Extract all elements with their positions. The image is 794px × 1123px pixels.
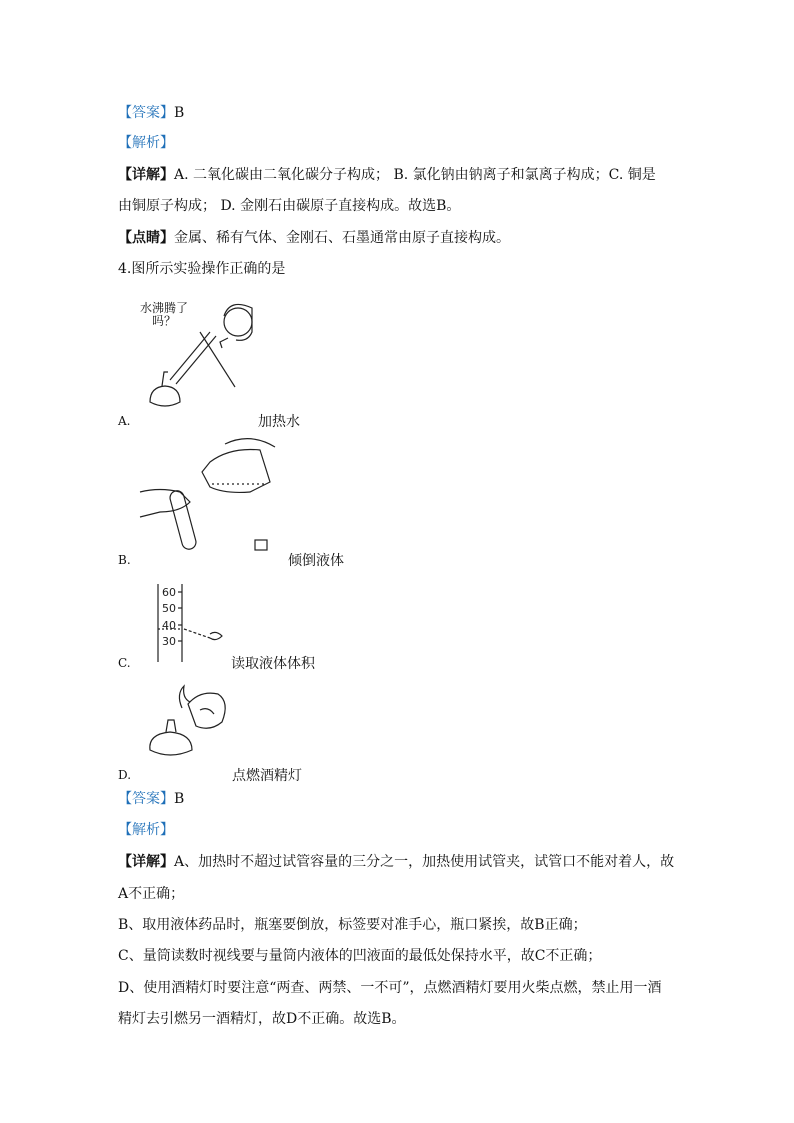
- answer-tag: 【答案】: [118, 791, 174, 807]
- tick-50: 50: [162, 602, 176, 615]
- option-d-caption: 点燃酒精灯: [232, 768, 302, 784]
- q4-detail-line-2: A不正确；: [118, 886, 185, 902]
- tip-tag: 【点睛】: [118, 230, 174, 246]
- answer-value: B: [174, 105, 185, 121]
- answer-line-q3: [118, 103, 184, 123]
- detail-text: A、加热时不超过试管容量的三分之一，加热使用试管夹，试管口不能对着人，故: [174, 854, 675, 870]
- alcohol-lamp-illustration: [140, 680, 240, 770]
- speech-line-1: 水沸腾了: [140, 301, 189, 315]
- question-4: 4.图所示实验操作正确的是: [118, 261, 286, 277]
- speech-bubble: [140, 302, 188, 328]
- detail-line-1: [118, 165, 656, 185]
- tip-line: [118, 228, 510, 248]
- option-d-letter: D.: [118, 768, 132, 782]
- eye-icon: [210, 632, 222, 639]
- detail-tag: 【详解】: [118, 854, 174, 870]
- option-b-caption: 倾倒液体: [288, 553, 344, 569]
- answer-value: B: [174, 791, 185, 807]
- q4-detail-line-4: C、量筒读数时视线要与量筒内液体的凹液面的最低处保持水平，故C不正确；: [118, 948, 602, 964]
- speech-line-2: 吗？: [152, 314, 177, 328]
- option-a-caption: 加热水: [258, 414, 300, 430]
- detail-text: A. 二氧化碳由二氧化碳分子构成； B. 氯化钠由钠离子和氯离子构成；C. 铜是: [174, 167, 656, 183]
- q4-detail-line-5: D、使用酒精灯时要注意“两查、两禁、一不可”，点燃酒精灯要用火柴点燃，禁止用一酒: [118, 980, 662, 996]
- option-a-letter: A.: [118, 414, 131, 428]
- option-c-letter: C.: [118, 656, 131, 670]
- graduated-cylinder-illustration: [150, 584, 240, 664]
- tip-text: 金属、稀有气体、金刚石、石墨通常由原子直接构成。: [174, 230, 510, 246]
- tick-40: 40: [162, 619, 176, 632]
- q4-detail-line-1: [118, 852, 674, 872]
- option-c-caption: 读取液体体积: [231, 656, 315, 672]
- pouring-liquid-illustration: [140, 432, 280, 562]
- tick-30: 30: [162, 635, 176, 648]
- option-b-letter: B.: [118, 553, 131, 567]
- detail-tag: 【详解】: [118, 167, 174, 183]
- detail-line-2: 由铜原子构成； D. 金刚石由碳原子直接构成。故选B。: [118, 198, 461, 214]
- analysis-tag: 【解析】: [118, 135, 174, 151]
- tick-60: 60: [162, 586, 176, 599]
- answer-line-q4: [118, 789, 184, 809]
- q4-detail-line-6: 精灯去引燃另一酒精灯，故D不正确。故选B。: [118, 1011, 406, 1027]
- analysis-tag: 【解析】: [118, 822, 174, 838]
- q4-detail-line-3: B、取用液体药品时，瓶塞要倒放，标签要对准手心，瓶口紧挨，故B正确；: [118, 917, 587, 933]
- answer-tag: 【答案】: [118, 105, 174, 121]
